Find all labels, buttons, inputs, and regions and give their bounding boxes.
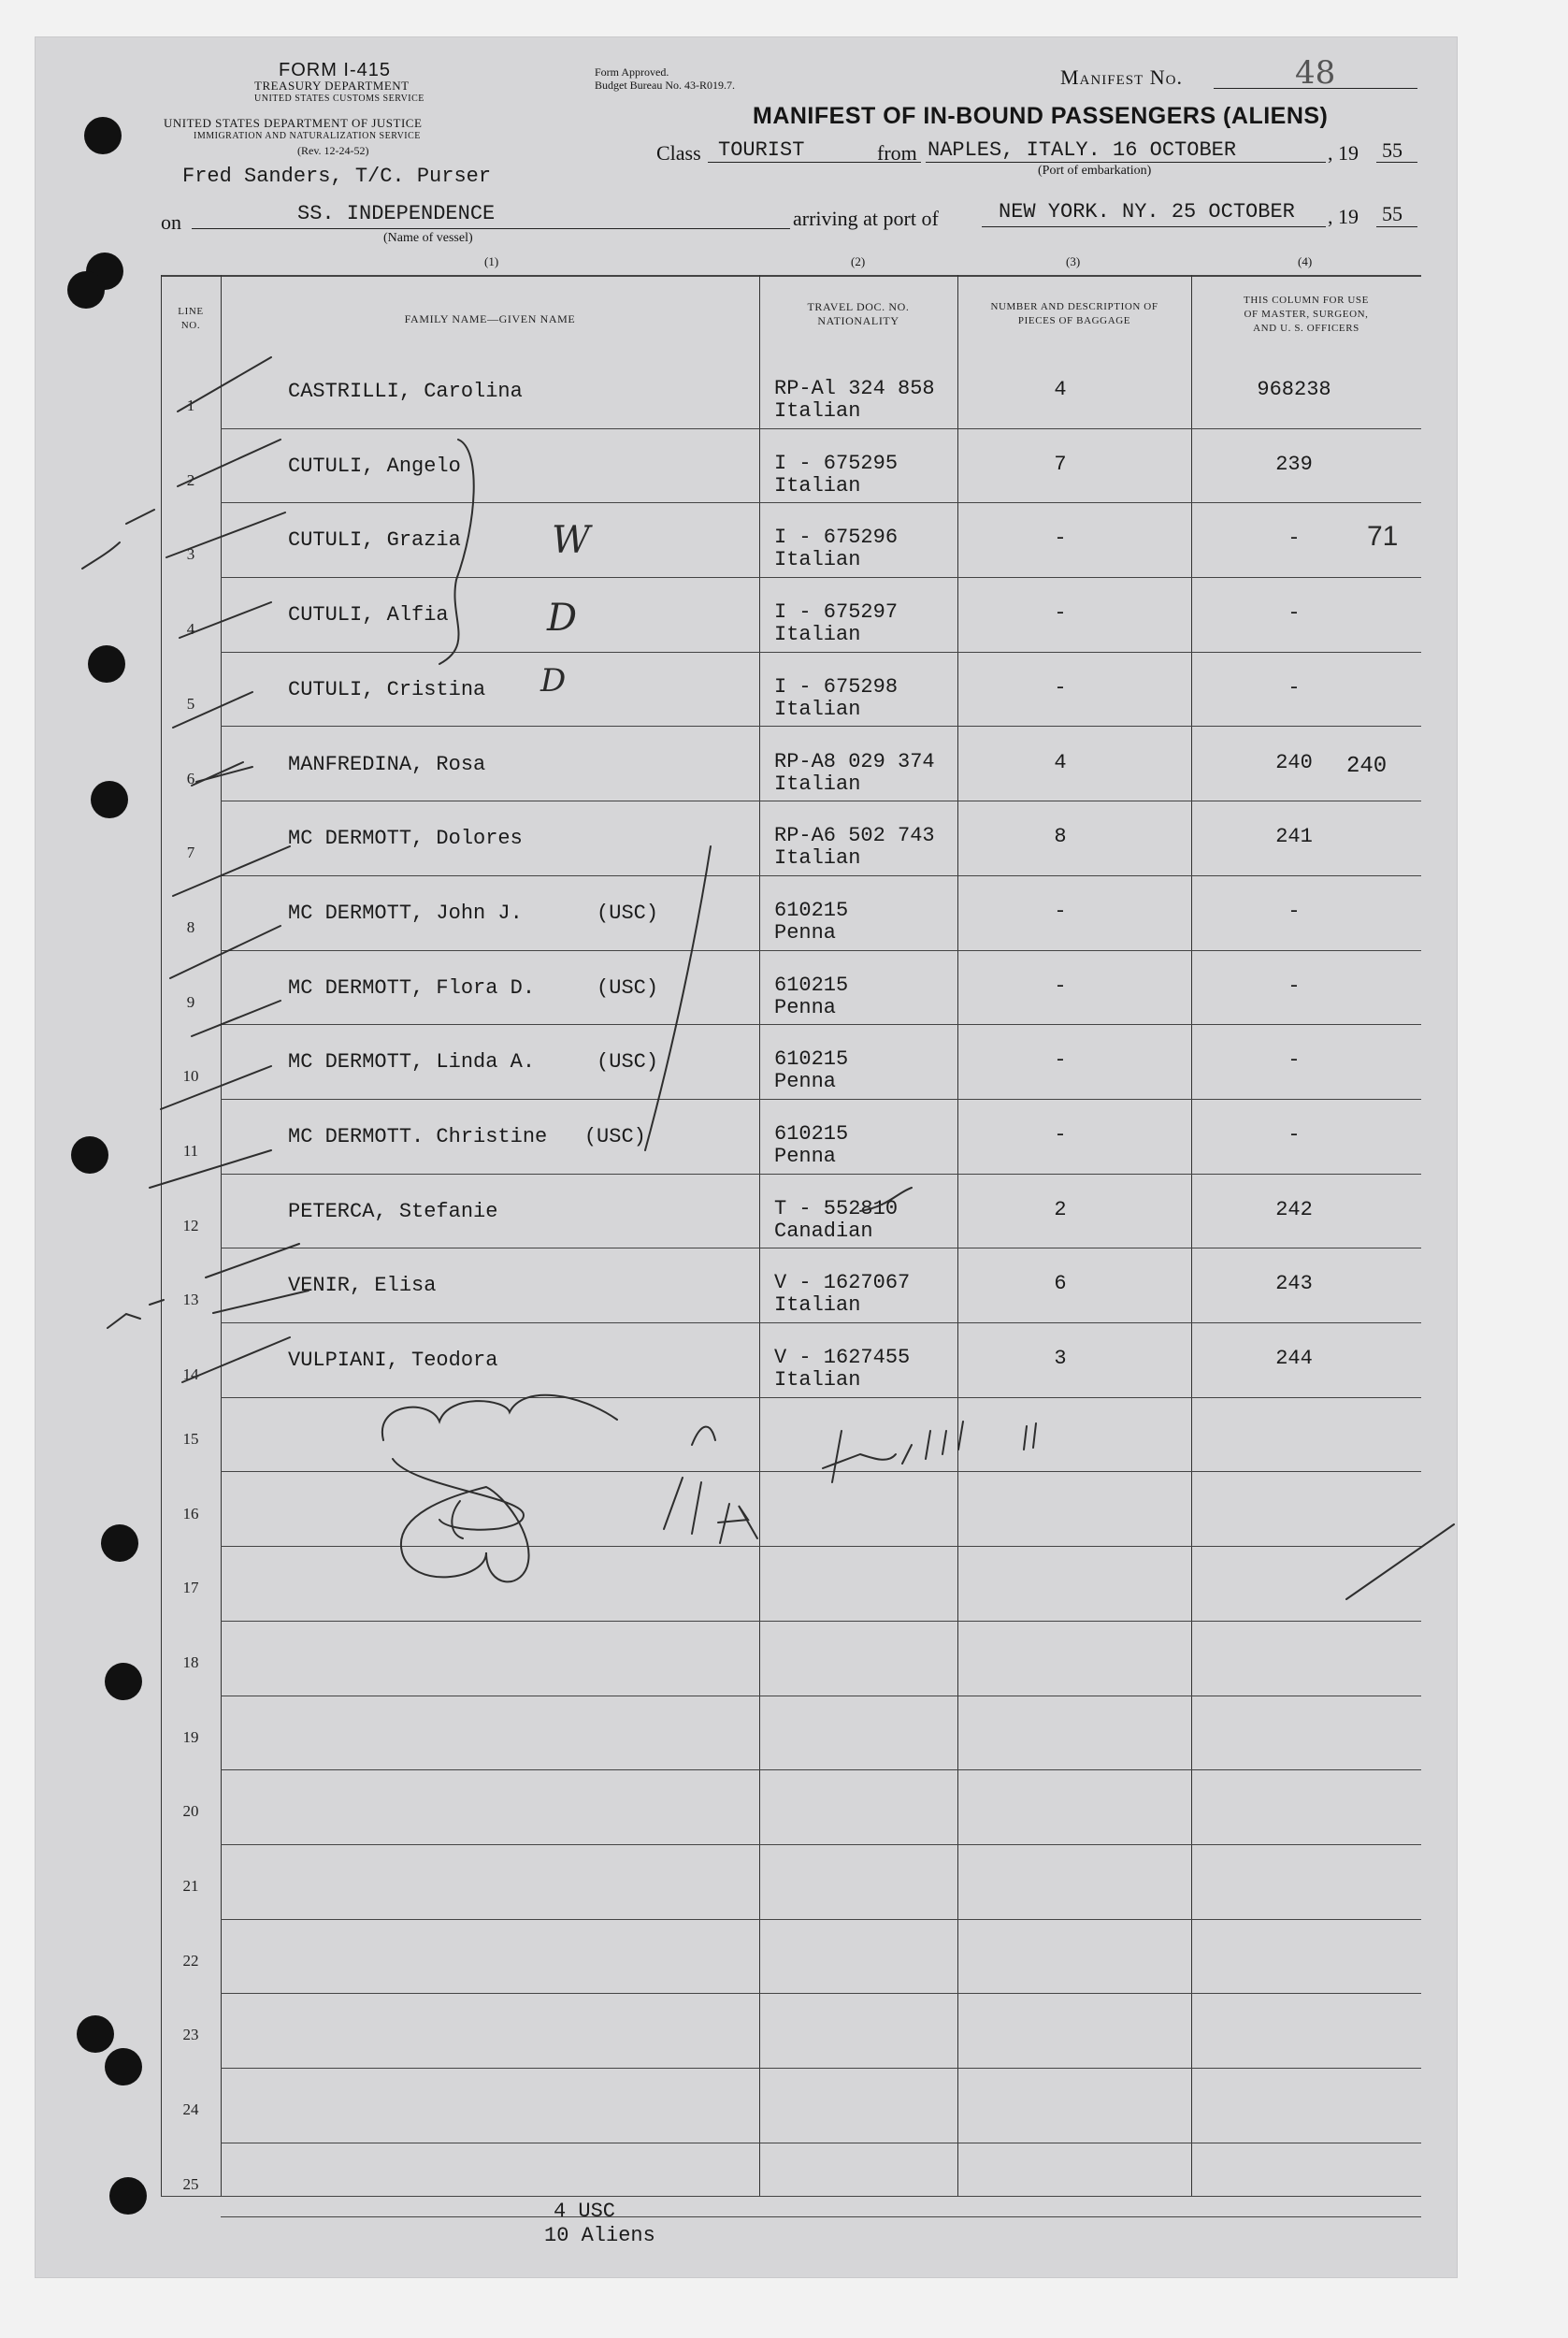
officer-entry: - bbox=[1287, 1123, 1301, 1147]
name-column-header: FAMILY NAME—GIVEN NAME bbox=[404, 312, 576, 325]
line-number: 2 bbox=[186, 470, 195, 489]
year-from: 55 bbox=[1382, 138, 1403, 162]
vessel-name: SS. INDEPENDENCE bbox=[297, 202, 496, 225]
class-value: TOURIST bbox=[718, 138, 805, 162]
officer-entry: 244 bbox=[1275, 1347, 1313, 1371]
travel-doc-number: I - 675298 bbox=[774, 674, 899, 699]
baggage-count: 7 bbox=[1054, 452, 1067, 476]
baggage-count: 3 bbox=[1054, 1347, 1067, 1371]
travel-doc-number: V - 1627455 bbox=[774, 1346, 911, 1370]
year-arrival: 55 bbox=[1382, 202, 1403, 225]
nationality: Italian bbox=[774, 623, 861, 647]
line-number: 23 bbox=[182, 2026, 199, 2044]
nationality: Canadian bbox=[774, 1219, 873, 1243]
form-number: FORM I-415 bbox=[279, 60, 392, 80]
travel-doc-number: RP-A8 029 374 bbox=[774, 749, 935, 773]
year-prefix-arrival: , 19 bbox=[1328, 205, 1359, 228]
travel-doc-number: V - 1627067 bbox=[774, 1271, 911, 1295]
arriving-label: arriving at port of bbox=[793, 207, 939, 230]
embarkation-value: NAPLES, ITALY. 16 OCTOBER bbox=[928, 138, 1237, 162]
vessel-caption: (Name of vessel) bbox=[383, 231, 473, 245]
baggage-count: - bbox=[1054, 974, 1067, 998]
line-number: 9 bbox=[186, 992, 195, 1011]
manifest-title: MANIFEST OF IN-BOUND PASSENGERS (ALIENS) bbox=[753, 103, 1329, 129]
handwritten-w: W bbox=[552, 519, 591, 562]
officer-entry: 241 bbox=[1275, 825, 1313, 849]
usc-total: 4 USC bbox=[554, 2200, 616, 2223]
justice-line: UNITED STATES DEPARTMENT OF JUSTICE bbox=[164, 116, 423, 130]
treasury-line: TREASURY DEPARTMENT bbox=[254, 79, 410, 93]
officer-entry: - bbox=[1287, 974, 1301, 998]
baggage-count: - bbox=[1054, 601, 1067, 626]
on-label: on bbox=[161, 210, 181, 234]
line-number: 7 bbox=[186, 844, 195, 862]
baggage-count: 6 bbox=[1054, 1272, 1067, 1296]
nationality: Italian bbox=[774, 1293, 861, 1318]
line-number: 21 bbox=[182, 1877, 199, 1895]
handwritten-d: D bbox=[547, 597, 578, 640]
officer-entry: 243 bbox=[1275, 1272, 1313, 1296]
travel-doc-number: 610215 bbox=[774, 1047, 849, 1072]
passenger-name: VULPIANI, Teodora bbox=[288, 1349, 498, 1373]
approval-line: Form Approved. bbox=[595, 65, 669, 79]
passenger-name: MC DERMOTT. Christine (USC) bbox=[288, 1125, 646, 1148]
passenger-name: MANFREDINA, Rosa bbox=[288, 752, 486, 776]
nationality: Italian bbox=[774, 1368, 861, 1393]
line-number: 13 bbox=[182, 1291, 199, 1309]
baggage-count: - bbox=[1054, 527, 1067, 551]
passenger-name: VENIR, Elisa bbox=[288, 1274, 437, 1298]
passenger-name: CUTULI, Angelo bbox=[288, 454, 461, 478]
baggage-column-header: NUMBER AND DESCRIPTION OF PIECES OF BAGGAGE bbox=[990, 301, 1158, 326]
column-number-3: (3) bbox=[1066, 254, 1081, 268]
year-prefix: , 19 bbox=[1328, 141, 1359, 165]
officer-entry: - bbox=[1287, 675, 1301, 700]
officer-entry: 968238 bbox=[1257, 378, 1331, 401]
column-number-2: (2) bbox=[851, 254, 866, 268]
line-number: 20 bbox=[182, 1802, 199, 1821]
from-label: from bbox=[877, 141, 917, 165]
passenger-name: CUTULI, Alfia bbox=[288, 603, 449, 628]
line-number: 16 bbox=[182, 1504, 199, 1523]
baggage-count: - bbox=[1054, 899, 1067, 923]
nationality: Italian bbox=[774, 548, 861, 572]
purser-line: Fred Sanders, T/C. Purser bbox=[182, 165, 492, 188]
line-number: 3 bbox=[186, 545, 195, 564]
travel-doc-number: I - 675296 bbox=[774, 526, 899, 550]
nationality: Penna bbox=[774, 1070, 837, 1094]
passenger-name: MC DERMOTT, Flora D. (USC) bbox=[288, 975, 659, 1000]
travel-doc-number: 610215 bbox=[774, 1122, 849, 1146]
officer-entry: - bbox=[1287, 601, 1301, 626]
officers-column-header: THIS COLUMN FOR USE OF MASTER, SURGEON, AND U. S. OFFICERS bbox=[1244, 295, 1369, 334]
nationality: Italian bbox=[774, 697, 861, 721]
line-no-header: LINE NO. bbox=[178, 306, 204, 331]
passenger-name: MC DERMOTT, Linda A. (USC) bbox=[288, 1050, 659, 1075]
ins-line: IMMIGRATION AND NATURALIZATION SERVICE bbox=[194, 131, 421, 141]
passenger-name: CASTRILLI, Carolina bbox=[288, 380, 523, 403]
passenger-name: PETERCA, Stefanie bbox=[288, 1199, 498, 1223]
line-number: 5 bbox=[186, 694, 195, 713]
alien-total: 10 Aliens bbox=[544, 2224, 655, 2247]
manifest-no-value: 48 bbox=[1295, 54, 1336, 92]
travel-doc-number: T - 552810 bbox=[774, 1196, 899, 1220]
line-number: 8 bbox=[186, 917, 195, 936]
class-label: Class bbox=[656, 141, 701, 165]
nationality: Penna bbox=[774, 920, 837, 945]
budget-line: Budget Bureau No. 43-R019.7. bbox=[595, 79, 735, 92]
officer-entry: 239 bbox=[1275, 452, 1313, 476]
line-number: 19 bbox=[182, 1727, 199, 1746]
travel-doc-number: RP-A6 502 743 bbox=[774, 824, 935, 848]
revision-line: (Rev. 12-24-52) bbox=[297, 144, 369, 157]
nationality: Italian bbox=[774, 772, 861, 796]
passenger-name: MC DERMOTT, John J. (USC) bbox=[288, 901, 659, 925]
handwritten-d: D bbox=[540, 662, 567, 700]
officer-entry: 240 bbox=[1275, 750, 1313, 774]
travel-doc-number: I - 675297 bbox=[774, 600, 899, 625]
line-number: 17 bbox=[182, 1579, 199, 1597]
line-number: 14 bbox=[182, 1365, 199, 1384]
travel-doc-number: 610215 bbox=[774, 898, 849, 922]
manifest-no-label: Manifest No. bbox=[1060, 65, 1183, 89]
travel-doc-number: 610215 bbox=[774, 973, 849, 997]
port-caption: (Port of embarkation) bbox=[1038, 164, 1152, 178]
passenger-name: MC DERMOTT, Dolores bbox=[288, 827, 523, 851]
nationality: Italian bbox=[774, 473, 861, 498]
line-number: 22 bbox=[182, 1951, 199, 1970]
line-number: 24 bbox=[182, 2100, 199, 2119]
nationality: Penna bbox=[774, 995, 837, 1019]
column-number-1: (1) bbox=[484, 254, 499, 268]
line-number: 15 bbox=[182, 1429, 199, 1448]
customs-line: UNITED STATES CUSTOMS SERVICE bbox=[254, 94, 424, 104]
passenger-name: CUTULI, Grazia bbox=[288, 528, 461, 553]
baggage-count: 4 bbox=[1054, 750, 1067, 774]
nationality: Italian bbox=[774, 846, 861, 871]
baggage-count: - bbox=[1054, 1048, 1067, 1073]
officer-entry: - bbox=[1287, 527, 1301, 551]
travel-doc-number: RP-Al 324 858 bbox=[774, 377, 935, 400]
nationality: Italian bbox=[774, 399, 861, 423]
travel-doc-number: I - 675295 bbox=[774, 451, 899, 475]
line-number: 1 bbox=[186, 397, 195, 414]
row6-annotation: 240 bbox=[1346, 754, 1388, 779]
line-number: 6 bbox=[186, 769, 195, 787]
line-number: 12 bbox=[182, 1216, 199, 1234]
nationality: Penna bbox=[774, 1145, 837, 1168]
line-number: 10 bbox=[182, 1067, 199, 1086]
arrival-port-value: NEW YORK. NY. 25 OCTOBER bbox=[999, 200, 1295, 224]
row3-annotation: 71 bbox=[1367, 521, 1399, 552]
baggage-count: 2 bbox=[1054, 1197, 1067, 1221]
line-number: 18 bbox=[182, 1652, 199, 1671]
column-number-4: (4) bbox=[1298, 254, 1313, 268]
passenger-name: CUTULI, Cristina bbox=[288, 677, 486, 701]
officer-entry: 242 bbox=[1275, 1197, 1313, 1221]
baggage-count: - bbox=[1054, 675, 1067, 700]
baggage-count: 4 bbox=[1054, 378, 1067, 401]
travel-doc-column-header: TRAVEL DOC. NO. NATIONALITY bbox=[807, 300, 910, 327]
officer-entry: - bbox=[1287, 899, 1301, 923]
line-number: 11 bbox=[182, 1142, 199, 1160]
line-number: 4 bbox=[186, 620, 195, 639]
officer-entry: - bbox=[1287, 1048, 1301, 1073]
line-number: 25 bbox=[182, 2174, 199, 2193]
baggage-count: 8 bbox=[1054, 825, 1067, 849]
baggage-count: - bbox=[1054, 1123, 1067, 1147]
